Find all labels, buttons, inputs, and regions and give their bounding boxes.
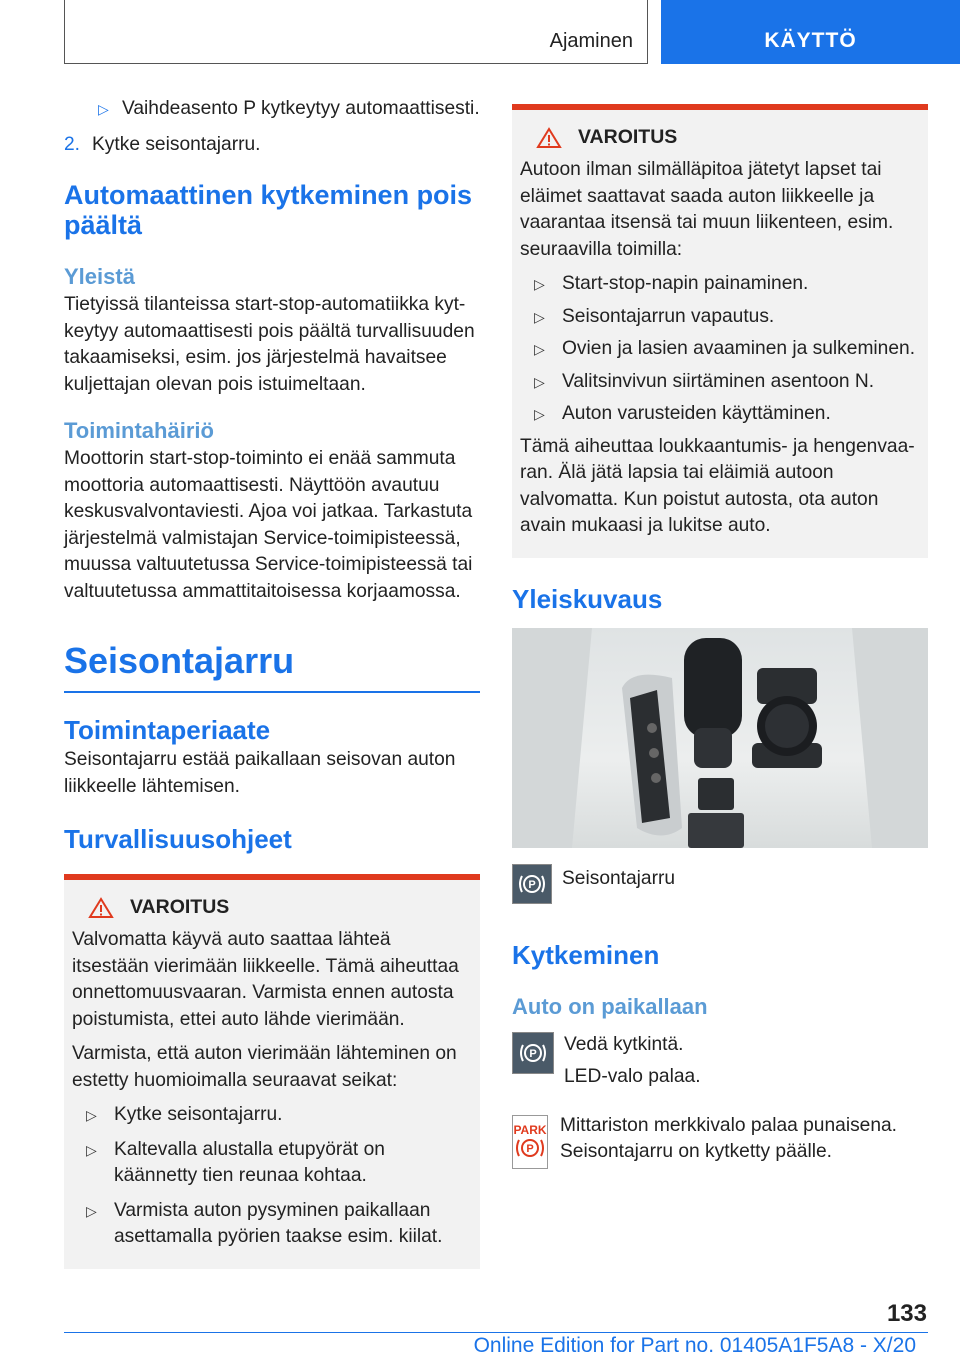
warning-paragraph: Varmista, että auton vierimään lähteminen on estetty huomioimalla seuraavat seikat:: [72, 1043, 457, 1091]
footer-edition: Online Edition for Part no. 01405A1F5A8 - X/20: [473, 1334, 916, 1357]
svg-text:P: P: [529, 1047, 537, 1060]
warning-box: [64, 874, 480, 1269]
section-title-block: [64, 641, 480, 693]
svg-text:P: P: [526, 1142, 534, 1155]
indicator-row: [512, 1115, 928, 1169]
bullet-triangle-icon: ▷: [534, 373, 545, 390]
warning-box: [512, 104, 928, 558]
indicator-text: Mittariston merkkivalo palaa punaisena. Seisontajarru on kytketty päälle.: [560, 1114, 898, 1162]
list-item: ▷ Start-stop-napin painaminen.: [520, 271, 920, 298]
park-indicator-icon: PARK P: [512, 1115, 548, 1169]
list-item: ▷ Kaltevalla alustalla etupyörät on käännetty tien reunaa kohtaa.: [86, 1138, 385, 1186]
list-item: ▷ Ovien ja lasien avaaminen ja sulkeminen.: [520, 336, 920, 363]
header-section-box: [64, 0, 648, 64]
list-item: ▷ Vaihdeasento P kytkeytyy automaattisesti.: [64, 96, 480, 123]
bullet-triangle-icon: ▷: [534, 276, 545, 292]
list-item: ▷ Varmista auton pysyminen paikallaan asettamalla pyörien taakse esim. kiilat.: [86, 1199, 443, 1247]
warning-title: VAROITUS: [72, 896, 472, 919]
section-title: Seisontajarru: [64, 640, 295, 681]
warning-paragraph: Autoon ilman silmälläpitoa jätetyt lapset tai eläimet saattavat saada auton liikkeelle ja vaarantaa itsensä tai muun liikenteen, esim. seuraavilla toimilla:: [520, 159, 894, 260]
list-item: ▷ Valitsinvivun siirtäminen asentoon N.: [520, 369, 920, 396]
paragraph-toimintaperiaate: Seisontajarru estää paikallaan seisovan auton liikkeelle lähtemisen.: [64, 749, 456, 797]
header-chapter: KÄYTTÖ: [764, 29, 857, 52]
heading-toimintaperiaate: Toimintaperiaate: [64, 715, 271, 745]
page-number: 133: [886, 1300, 927, 1327]
section-rule: [64, 691, 480, 693]
svg-text:P: P: [528, 878, 536, 891]
bullet-triangle-icon: ▷: [86, 1107, 97, 1123]
list-item: ▷ Seisontajarrun vapautus.: [520, 304, 920, 331]
heading-kytkeminen: Kytkeminen: [512, 939, 660, 970]
warning-triangle-icon: [88, 897, 114, 919]
bullet-triangle-icon: ▷: [534, 406, 545, 422]
header-chapter-tab[interactable]: [661, 0, 960, 64]
parking-brake-icon: [512, 1032, 554, 1074]
heading-auto-off: Automaattinen kytkeminen pois päältä: [64, 180, 473, 240]
bullet-triangle-icon: ▷: [86, 1141, 97, 1158]
heading-paikallaan: Auto on paikallaan: [512, 993, 708, 1019]
header-section: Ajaminen: [549, 30, 633, 52]
footer-rule: [64, 1332, 928, 1333]
warning-triangle-icon: [536, 127, 562, 149]
step-text: LED-valo palaa.: [564, 1066, 701, 1087]
step-number: 2.: [64, 133, 81, 155]
list-item: ▷ Auton varusteiden käyttäminen.: [520, 401, 920, 428]
left-column: [64, 96, 480, 1269]
caption-text: Seisontajarru: [562, 867, 676, 889]
caption-row: [512, 864, 928, 904]
parking-brake-icon: [512, 864, 552, 904]
step-item: 2. Kytke seisontajarru.: [64, 132, 480, 159]
warning-title: VAROITUS: [520, 126, 920, 149]
step-text: Vedä kytkintä.: [564, 1033, 684, 1055]
warning-paragraph: Tämä aiheuttaa loukkaantumis- ja hengenvaaran. Älä jätä lapsia tai eläimiä autoon valvomatta. Kun poistut autosta, ota auton avain mukaasi ja lukitse auto.: [520, 435, 915, 536]
heading-yleiskuvaus: Yleiskuvaus: [512, 583, 663, 614]
paragraph-toimintahairio: Moottorin start-stop-toiminto ei enää sammuta moottoria automaattisesti. Näyttöön avautuu keskusvalvontaviesti. Ajoa voi jatkaa. Tarkastuta järjestelmä valmistajan Service-toimipisteessä, muussa valtuutetussa Service-toimipisteessä tai valtuutetussa ammattitaitoisessa korjaamossa.: [64, 448, 473, 602]
paragraph-yleista: Tietyissä tilanteissa start-stop-automatiikka kytkeytyy automaattisesti pois päältä turvallisuuden takaamiseksi, esim. jos järjestelmä havaitsee kuljettajan olevan pois istuimeltaan.: [64, 294, 475, 395]
center-console-photo: [512, 628, 928, 848]
warning-paragraph: Valvomatta käyvä auto saattaa lähteä itsestään vierimään liikkeelle. Tämä aiheuttaa onnettomuusvaaran. Varmista ennen autosta poistumista, ettei auto lähde vierimään.: [72, 929, 459, 1030]
right-column: [512, 104, 928, 1169]
heading-yleista: Yleistä: [64, 264, 135, 289]
list-item: ▷ Kytke seisontajarru.: [72, 1102, 472, 1129]
heading-turvallisuusohjeet: Turvallisuusohjeet: [64, 824, 292, 854]
bullet-triangle-icon: ▷: [86, 1202, 97, 1219]
step-row: [512, 1032, 928, 1091]
center-console-illustration: [512, 628, 928, 848]
bullet-triangle-icon: ▷: [98, 101, 109, 117]
heading-toimintahairio: Toimintahäiriö: [64, 418, 214, 443]
bullet-triangle-icon: ▷: [534, 308, 545, 325]
step-text-block: [564, 1032, 701, 1091]
bullet-triangle-icon: ▷: [534, 341, 545, 357]
